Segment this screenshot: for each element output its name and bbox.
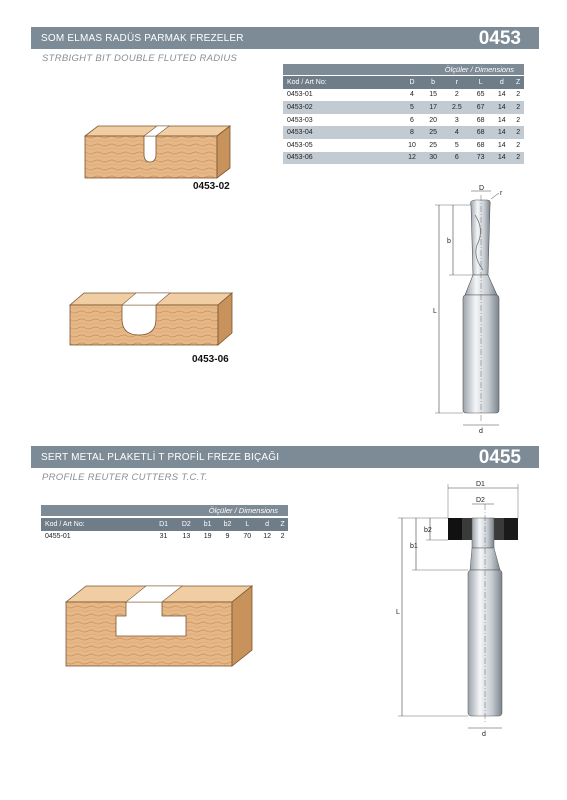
table-cell: 30 (423, 152, 444, 165)
straight-bit-drawing (425, 185, 515, 435)
product-code: 0455 (478, 447, 521, 468)
section-subtitle: PROFILE REUTER CUTTERS T.C.T. (42, 472, 208, 483)
table-cell: 5 (444, 139, 470, 152)
table-cell: 15 (423, 89, 444, 102)
image-label-0453-02: 0453-02 (193, 181, 230, 192)
column-header: r (444, 76, 470, 89)
dim-label-b2: b2 (424, 527, 432, 534)
dim-label-L: L (433, 308, 437, 315)
table-cell: 68 (470, 139, 491, 152)
section-title: SERT METAL PLAKETLİ T PROFİL FREZE BIÇAĞI (41, 452, 280, 463)
table-cell: 14 (491, 126, 512, 139)
dim-label-L: L (396, 609, 400, 616)
table-cell: 13 (175, 531, 198, 544)
dimensions-header: Ölçüler / Dimensions (283, 64, 524, 75)
table-cell: 14 (491, 114, 512, 127)
dim-label-r: r (500, 190, 503, 197)
table-row (283, 152, 524, 165)
table-cell: 2.5 (444, 101, 470, 114)
spec-table-0453 (283, 76, 524, 164)
dim-label-b: b (447, 238, 451, 245)
table-cell: 70 (237, 531, 257, 544)
table-cell: 12 (257, 531, 277, 544)
table-cell: 6 (444, 152, 470, 165)
t-cutter-drawing (390, 474, 540, 739)
spec-table-0455 (41, 518, 288, 543)
table-cell: 3 (444, 114, 470, 127)
table-cell: 25 (423, 126, 444, 139)
table-cell: 2 (512, 89, 524, 102)
dimensions-header: Ölçüler / Dimensions (41, 505, 288, 516)
table-cell: 65 (470, 89, 491, 102)
dim-label-d: d (479, 428, 483, 435)
table-row (283, 114, 524, 127)
table-cell: 20 (423, 114, 444, 127)
section-header-0453 (31, 27, 539, 49)
table-cell: 68 (470, 114, 491, 127)
column-header: b1 (198, 518, 218, 531)
column-header: D (401, 76, 422, 89)
section-header-0455 (31, 446, 539, 468)
table-row (41, 531, 288, 544)
section-title: SOM ELMAS RADÜS PARMAK FREZELER (41, 33, 244, 44)
table-row (283, 126, 524, 139)
wood-t-profile-image (60, 580, 260, 672)
table-cell: 31 (152, 531, 175, 544)
dim-label-d: d (482, 731, 486, 738)
table-cell: 8 (401, 126, 422, 139)
column-header: d (257, 518, 277, 531)
table-cell: 12 (401, 152, 422, 165)
table-cell: 0453-01 (283, 89, 401, 102)
table-row (283, 89, 524, 102)
table-cell: 6 (401, 114, 422, 127)
dim-label-D2: D2 (476, 497, 485, 504)
table-cell: 67 (470, 101, 491, 114)
table-cell: 0453-05 (283, 139, 401, 152)
column-header: Kod / Art No: (283, 76, 401, 89)
table-cell: 2 (512, 139, 524, 152)
section-subtitle: STRBIGHT BIT DOUBLE FLUTED RADIUS (42, 53, 238, 64)
product-code: 0453 (478, 28, 521, 49)
table-cell: 73 (470, 152, 491, 165)
table-cell: 0455-01 (41, 531, 152, 544)
image-label-0453-06: 0453-06 (192, 354, 229, 365)
column-header: b2 (218, 518, 238, 531)
table-cell: 25 (423, 139, 444, 152)
table-cell: 2 (512, 114, 524, 127)
column-header: d (491, 76, 512, 89)
table-cell: 14 (491, 89, 512, 102)
table-cell: 5 (401, 101, 422, 114)
table-row (283, 101, 524, 114)
dim-label-D: D (479, 185, 485, 192)
wood-profile-image-0453-06 (64, 285, 239, 353)
table-cell: 10 (401, 139, 422, 152)
table-cell: 2 (512, 126, 524, 139)
column-header: L (470, 76, 491, 89)
table-cell: 0453-04 (283, 126, 401, 139)
table-cell: 4 (444, 126, 470, 139)
table-cell: 0453-03 (283, 114, 401, 127)
dim-label-D1: D1 (476, 481, 485, 488)
table-cell: 2 (512, 152, 524, 165)
column-header: D1 (152, 518, 175, 531)
table-cell: 19 (198, 531, 218, 544)
table-cell: 2 (277, 531, 288, 544)
column-header: D2 (175, 518, 198, 531)
column-header: b (423, 76, 444, 89)
table-row (283, 139, 524, 152)
column-header: Z (512, 76, 524, 89)
dim-label-b1: b1 (410, 543, 418, 550)
table-cell: 4 (401, 89, 422, 102)
column-header: L (237, 518, 257, 531)
table-cell: 0453-02 (283, 101, 401, 114)
column-header: Z (277, 518, 288, 531)
table-cell: 14 (491, 139, 512, 152)
table-cell: 14 (491, 101, 512, 114)
table-cell: 2 (444, 89, 470, 102)
table-cell: 9 (218, 531, 238, 544)
wood-profile-image-0453-02 (80, 118, 240, 184)
table-cell: 17 (423, 101, 444, 114)
table-cell: 0453-06 (283, 152, 401, 165)
table-cell: 68 (470, 126, 491, 139)
table-cell: 14 (491, 152, 512, 165)
table-cell: 2 (512, 101, 524, 114)
column-header: Kod / Art No: (41, 518, 152, 531)
